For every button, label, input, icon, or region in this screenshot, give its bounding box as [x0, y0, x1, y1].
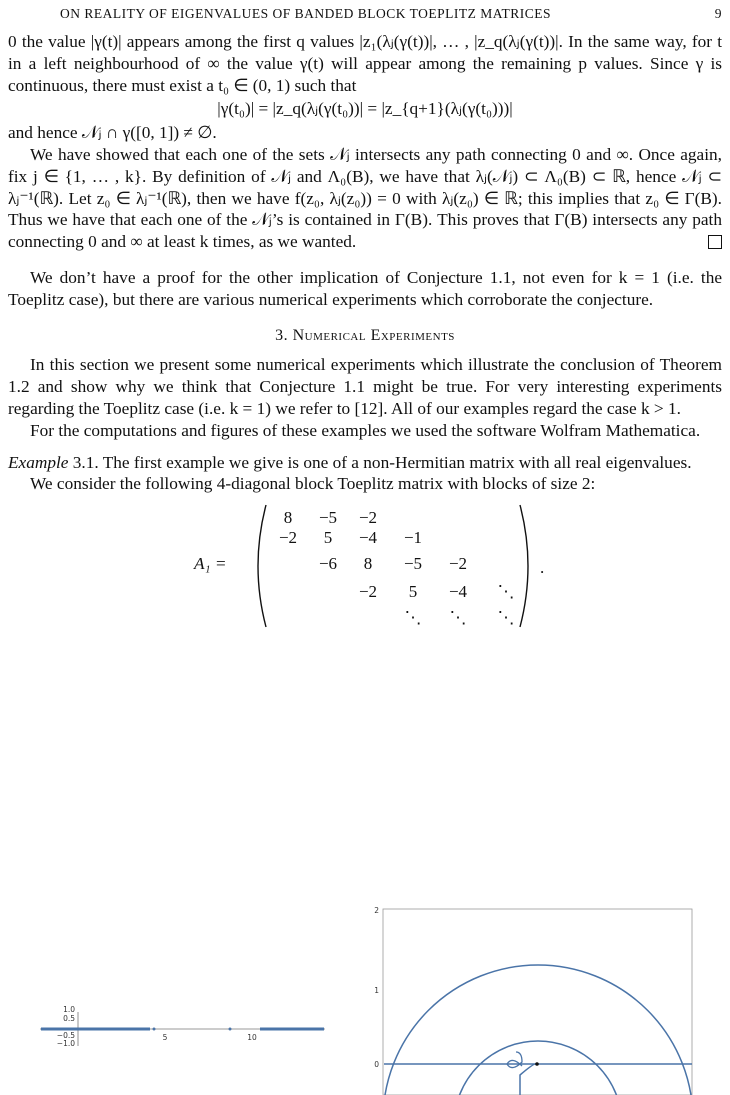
example-text: The first example we give is one of a non-Hermitian matrix with all real eigenvalues. — [98, 452, 692, 472]
section-heading: 3. Numerical Experiments — [275, 326, 455, 344]
right-plot — [374, 906, 693, 1095]
right-y-tick-label: 1 — [374, 986, 379, 995]
matrix-cell: −4 — [448, 582, 468, 602]
matrix-cell: 5 — [408, 582, 418, 602]
paragraph-8: We consider the following 4-diagonal block Toeplitz matrix with blocks of size 2: — [30, 474, 596, 494]
matrix-cell: −2 — [278, 528, 298, 548]
paragraph-5: In this section we present some numerical experiments which illustrate the conclusion of Theorem 1.2 and show why we think that Conjecture 1.1 might be true. For very interesting experiments regarding the Toeplitz case (i.e. k = 1) we refer to [12]. All of our examples regard the case k > 1. — [8, 355, 722, 418]
matrix-cell: 5 — [323, 528, 333, 548]
left-y-tick-label: −0.5 — [56, 1031, 75, 1040]
figure-plots — [0, 900, 730, 1095]
left-plot — [40, 1005, 325, 1048]
paragraph-4: We don’t have a proof for the other implication of Conjecture 1.1, not even for k = 1 (i.e. the Toeplitz case), but there are various numerical experiments which corroborate the conjecture. — [8, 267, 722, 309]
running-title: ON REALITY OF EIGENVALUES OF BANDED BLOCK TOEPLITZ MATRICES — [60, 6, 552, 21]
qed-symbol — [708, 235, 722, 249]
matrix-trailing-period: . — [540, 558, 545, 578]
example-paragraph — [8, 452, 722, 474]
matrix-cell: 8 — [363, 554, 373, 574]
example-label: Example — [8, 452, 69, 472]
matrix-cell: 8 — [283, 508, 293, 528]
left-y-tick-label: 0.5 — [63, 1014, 75, 1023]
matrix-cell: −2 — [358, 582, 378, 602]
matrix-cell: −6 — [318, 554, 338, 574]
matrix-cell: −4 — [358, 528, 378, 548]
body-text — [8, 31, 722, 631]
running-header — [0, 6, 730, 24]
outer-contour — [383, 965, 693, 1095]
paragraph-2: and hence 𝒩ⱼ ∩ γ([0, 1]) ≠ ∅. — [8, 123, 217, 143]
matrix-cell: −2 — [358, 508, 378, 528]
inner-loop — [507, 1052, 522, 1068]
matrix-cell: ⋱ — [404, 608, 422, 628]
matrix-svg — [248, 501, 558, 631]
matrix-cell: ⋱ — [497, 608, 515, 628]
paragraph-3-text: We have showed that each one of the sets 𝒩ⱼ intersects any path connecting 0 and ∞. Once again, fix j ∈ {1, … , k}. By definition of 𝒩ⱼ and Λ₀(B), we have that λⱼ(𝒩ⱼ) ⊂ Λ₀(B) ⊂ ℝ, hence 𝒩ⱼ ⊂ λⱼ⁻¹(ℝ). Let z₀ ∈ λⱼ⁻¹(ℝ), then we have f(z₀, λⱼ(z₀)) = 0 with λⱼ(z₀) ∈ ℝ; this implies that z₀ ∈ Γ(B). Thus we have that each one of the 𝒩ⱼ’s is contained in Γ(B). This proves that Γ(B) intersects any path connecting 0 and ∞ at least k times, as we wanted. — [8, 144, 722, 252]
paragraph-3 — [8, 144, 722, 253]
left-x-tick-label: 5 — [162, 1033, 168, 1042]
matrix-cell: −2 — [448, 554, 468, 574]
left-x-tick-label: 10 — [247, 1033, 257, 1042]
middle-contour — [454, 1041, 622, 1095]
left-y-tick-label: −1.0 — [56, 1039, 75, 1048]
matrix-display — [8, 501, 722, 631]
matrix-cell: −5 — [318, 508, 338, 528]
matrix-cell: −5 — [403, 554, 423, 574]
matrix-cell: −1 — [403, 528, 423, 548]
right-y-tick-label: 0 — [374, 1060, 379, 1069]
paragraph-1: 0 the value |γ(t)| appears among the first q values |z₁(λⱼ(γ(t))|, … , |z_q(λⱼ(γ(t))|. In the same way, for t in a left neighbourhood of ∞ the value γ(t) will appear among the remaining p values. Since γ is continuous, there must exist a t₀ ∈ (0, 1) such that — [8, 32, 722, 95]
right-y-tick-label: 2 — [374, 906, 379, 915]
page-number: 9 — [714, 6, 722, 21]
example-number: 3.1. — [68, 452, 99, 472]
paragraph-6: For the computations and figures of these examples we used the software Wolfram Mathematica. — [30, 420, 701, 440]
matrix-cell: ⋱ — [497, 582, 515, 602]
matrix-label: A₁ = — [194, 554, 227, 574]
equation-1: |γ(t₀)| = |z_q(λⱼ(γ(t₀))| = |z_{q+1}(λⱼ(γ(t₀)))| — [217, 99, 513, 119]
matrix-cell: ⋱ — [449, 608, 467, 628]
left-y-tick-label: 1.0 — [63, 1005, 75, 1014]
